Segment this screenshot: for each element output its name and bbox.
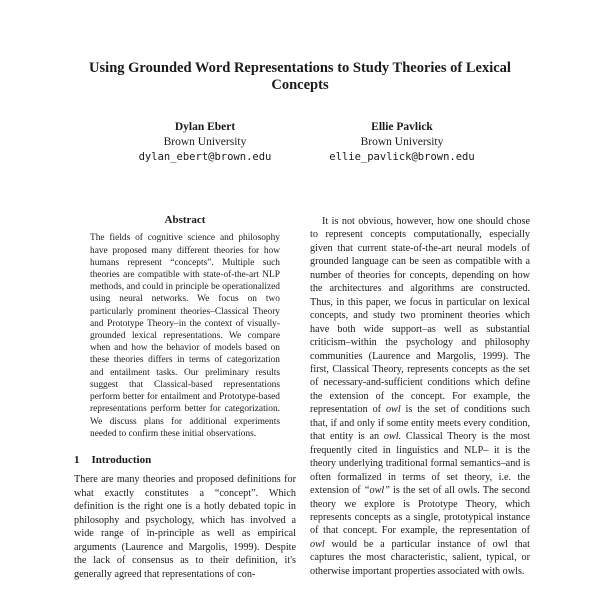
introduction-text: There are many theories and proposed definitions for what exactly constitutes a “concept”. Which definition is the right one is a hotly debated topic in philosophy and psychology, which has involved a wide range of in-principle as well as empirical arguments (Laurence and Margolis, 1999). Despite the lack of consensus as to their definition, it's generally agreed that representations of con-: [74, 474, 296, 580]
abstract-heading: Abstract: [164, 214, 206, 226]
body-text: It is not obvious, however, how one should chose to represent concepts computationally, especially given that current state-of-the-art neural models of grounded language can be seen as compatible with a number of theories for concepts, depending on how the architectures and algorithms are constructed. Thus, in this paper, we focus in particular on lexical concepts, and study two prominent theories which have both wide support–as well as substantial criticism–within the psychology and philosophy communities (Laurence and Margolis, 1999). The first, Classical Theory, represents concepts as the set of necessary-and-sufficient conditions which define the extension of the concept. For example, the representation of: [310, 216, 530, 416]
left-column: [74, 214, 296, 581]
section-title: Introduction: [91, 453, 152, 466]
term-italic: owl.: [383, 431, 402, 443]
author-affiliation: Brown University: [360, 136, 444, 148]
section-heading: [74, 454, 296, 467]
body-text: is the set of conditions such that, if and only if some entity meets every condition, that entity is an: [310, 404, 531, 443]
body-paragraph: [310, 215, 530, 578]
term-italic: “owl”: [363, 485, 390, 497]
author-name: Dylan Ebert: [174, 121, 236, 133]
author-name: Ellie Pavlick: [371, 121, 433, 133]
abstract-text: The fields of cognitive science and philosophy have proposed many different theories for how humans represent “concepts”. Multiple such theories are compatible with state-of-the-art NLP methods, and could in principle be operationalized using neural networks. We focus on two particularly prominent theories–Classical Theory and Prototype Theory–in the context of visually-grounded lexical representations. We compare when and how the behavior of models based on these theories differs in terms of categorization and entailment tasks. Our preliminary results suggest that Classical-based representations perform better for entailment and Prototype-based representations perform better for categorization. We discuss plans for additional experiments needed to confirm these initial observations.: [90, 233, 280, 439]
author-email: dylan_ebert@brown.edu: [138, 151, 272, 163]
term-italic: owl: [310, 538, 325, 550]
body-text: is the set of all owls. The second theory we explore is Prototype Theory, which represents concepts as a single, prototypical instance of that concept. For example, the representation of: [310, 485, 531, 537]
author-block-2: [292, 120, 512, 165]
author-email: ellie_pavlick@brown.edu: [329, 151, 475, 163]
section-number: 1: [74, 453, 80, 466]
right-column: [310, 215, 530, 578]
paper-title: Using Grounded Word Representations to Study Theories of Lexical Concepts: [89, 60, 511, 93]
body-text: Classical Theory is the most frequently cited in linguistics and NLP– it is the theory underlying traditional formal semantics–and is often formalized in terms of set theory, i.e. the extension of: [310, 431, 530, 497]
author-block-1: [95, 120, 315, 165]
body-text: would be a particular instance of owl that captures the most characteristic, salient, typical, or otherwise important properties associated with owls.: [310, 538, 530, 577]
author-affiliation: Brown University: [163, 136, 247, 148]
term-italic: owl: [385, 404, 401, 416]
